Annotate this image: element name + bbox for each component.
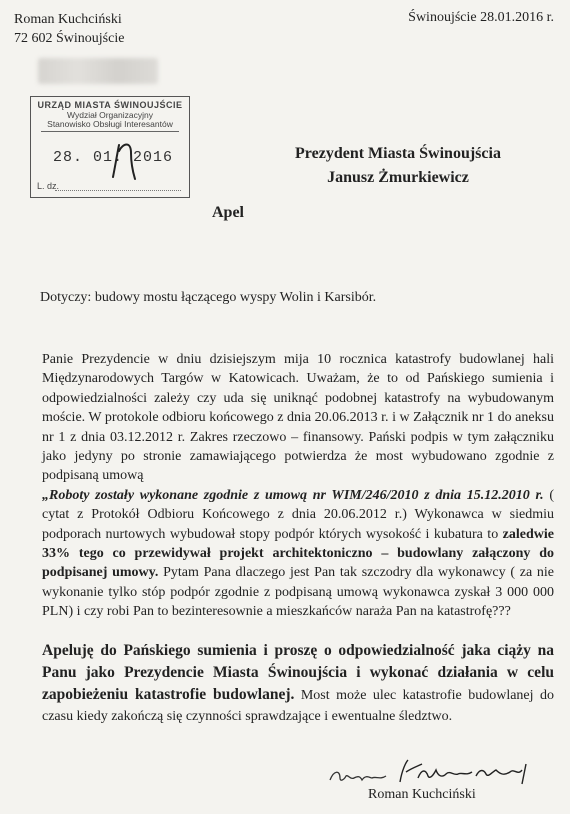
office-stamp bbox=[30, 96, 190, 198]
signature-name: Roman Kuchciński bbox=[368, 787, 476, 802]
handwritten-signature-icon bbox=[326, 756, 546, 790]
subject-line: Dotyczy: budowy mostu łączącego wyspy Wolin i Karsibór. bbox=[40, 290, 377, 305]
addressee-block bbox=[268, 142, 528, 190]
letter-body bbox=[42, 350, 554, 622]
sender-name: Roman Kuchciński bbox=[14, 12, 122, 27]
stamp-line-desk: Stanowisko Obsługi Interesantów bbox=[47, 119, 173, 129]
addressee-title: Prezydent Miasta Świnoujścia bbox=[295, 145, 501, 162]
stamp-ldz: L. dz. bbox=[37, 181, 60, 191]
place-date: Świnoujście 28.01.2016 r. bbox=[408, 10, 554, 25]
body-text-1: Panie Prezydencie w dniu dzisiejszym mija 10 rocznica katastrofy budowlanej hali Międzynarodowych Targów w Katowicach. Uważam, że to od Pańskiego sumienia i odpowiedzialności zależy czy uda się uniknąć podobnej katastrofy na wybudowanym moście. W protokole odbioru końcowego z dnia 20.06.2013 r. i w Załącznik nr 1 do aneksu nr 1 z dnia 03.12.2012 r. Zakres rzeczowo – finansowy. Pański podpis w tym załączniku jako jedyny po stronie zamawiającego potwierdza że most wybudowano zgodnie z podpisaną umową bbox=[42, 352, 554, 484]
addressee-name: Janusz Żmurkiewicz bbox=[327, 169, 469, 186]
appeal-bold: Apeluję do Pańskiego sumienia i proszę o odpowiedzialność jaka ciąży na Panu jako Prezydencie Miasta Świnoujścia i wykonać działania w celu zapobieżeniu katastrofie budowlanej. bbox=[42, 642, 554, 703]
stamp-dotted-line bbox=[55, 190, 181, 191]
stamp-date: 28. 01. 2016 bbox=[53, 149, 174, 166]
contract-quote: „Roboty zostały wykonane zgodnie z umową nr WIM/246/2010 z dnia 15.12.2010 r. bbox=[42, 487, 544, 503]
handwritten-initial-icon bbox=[101, 137, 141, 185]
stamp-line-office: URZĄD MIASTA ŚWINOUJŚCIE bbox=[37, 100, 183, 110]
appeal-paragraph bbox=[42, 640, 554, 727]
sender-block bbox=[14, 10, 124, 48]
redacted-area bbox=[38, 58, 158, 84]
document-title: Apel bbox=[212, 204, 244, 221]
body-text-2: ( cytat z Protokół Odbioru Końcowego z dnia 20.06.2012 r.) Wykonawca w siedmiu podporach nurtowych wybudował stopy podpór których wysokość i kubatura to bbox=[42, 487, 554, 542]
appeal-rest: Most może ulec katastrofie budowlanej do czasu kiedy zakończą się czynności sprawdzające i ewentualne śledztwo. bbox=[42, 688, 554, 724]
body-bold-statement: zaledwie 33% tego co przewidywał projekt architektoniczno – budowlany załączony do podpisanej umowy. bbox=[42, 526, 554, 581]
stamp-line-department: Wydział Organizacyjny bbox=[67, 110, 153, 120]
stamp-rule bbox=[41, 131, 179, 132]
sender-address: 72 602 Świnoujście bbox=[14, 31, 125, 46]
body-paragraph bbox=[42, 350, 554, 622]
body-text-3: Pytam Pana dlaczego jest Pan tak szczodry dla wykonawcy ( za nie wykonanie tylko stóp podpór zgodnie z podpisaną umową wykonawca zyskał 3 000 000 PLN) i czy robi Pan to bezinteresownie a mieszkańców naraża Pan na katastrofę??? bbox=[42, 565, 554, 620]
